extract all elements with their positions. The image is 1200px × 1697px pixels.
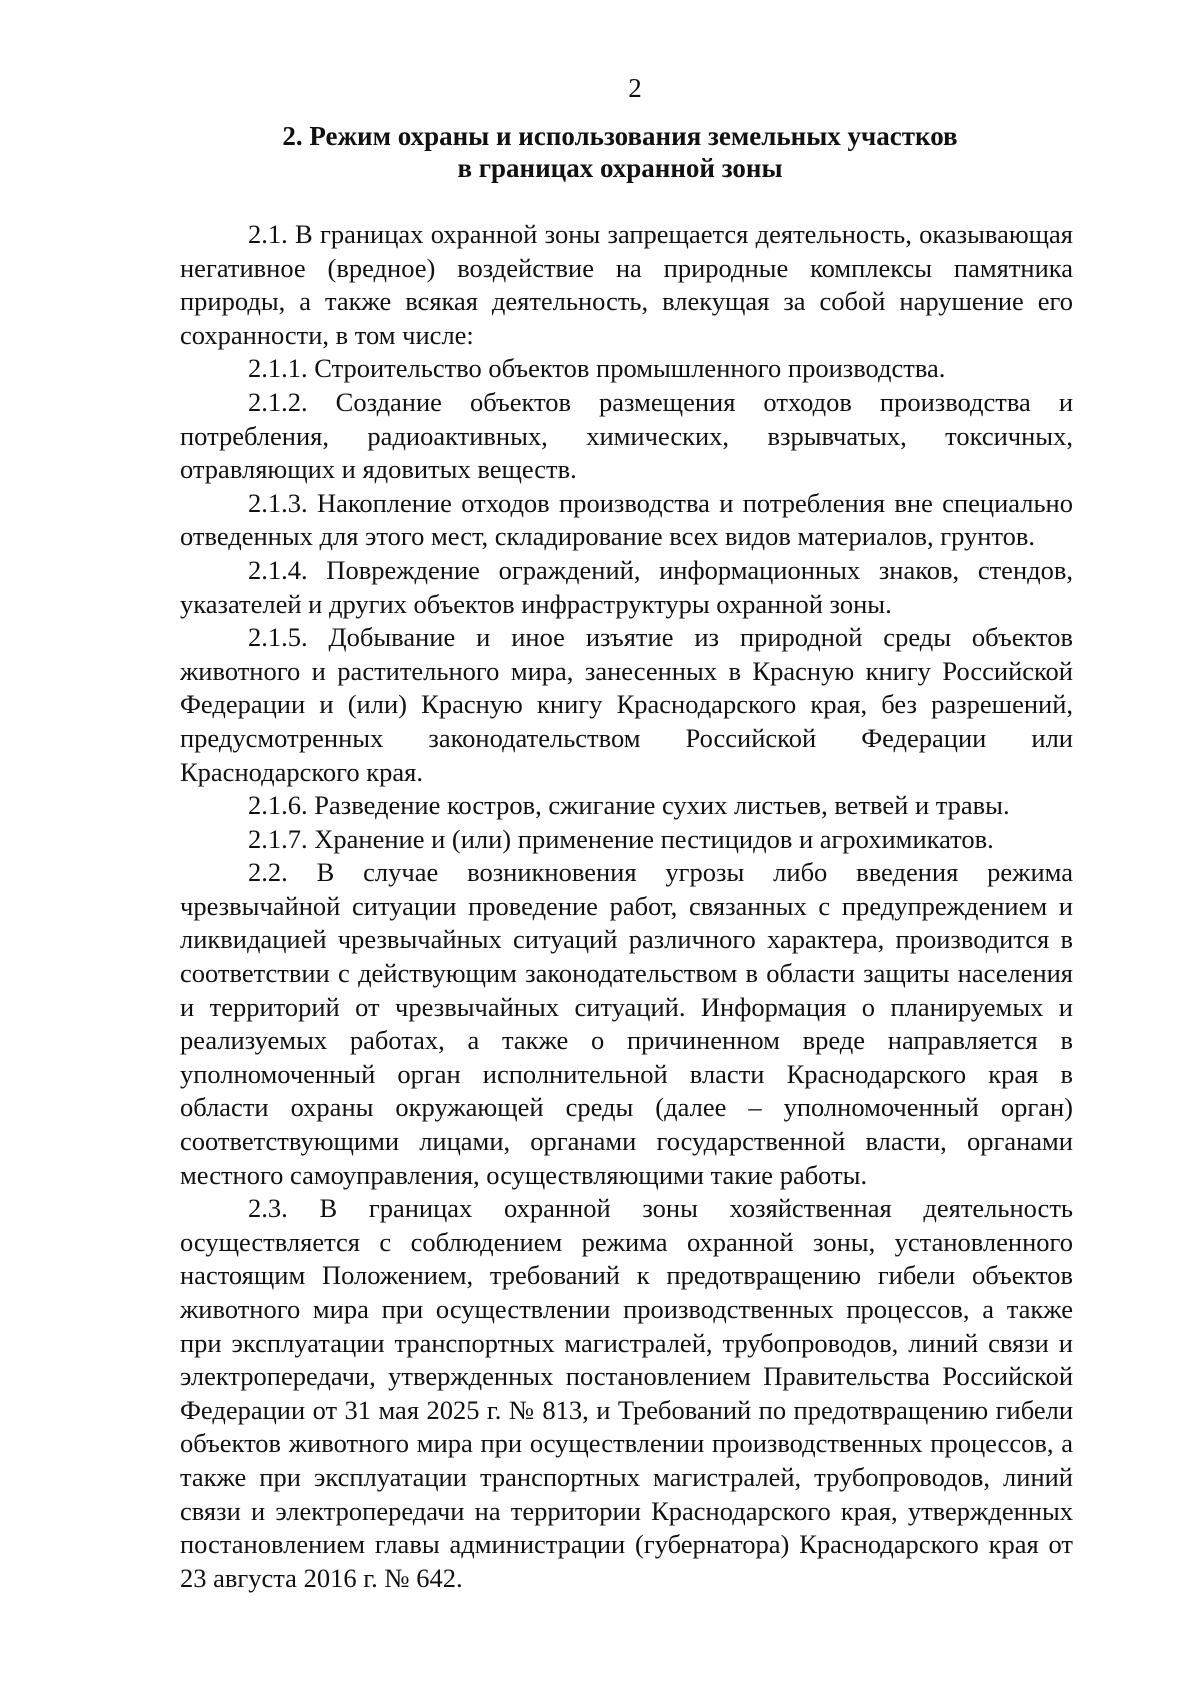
paragraph-2-1-7: 2.1.7. Хранение и (или) применение пестицидов и агрохимикатов. xyxy=(248,823,994,854)
paragraph-2-1-2: 2.1.2. Создание объектов размещения отходов производства и потребления, радиоактивных, химических, взрывчатых, токсичных, отравляющих и ядовитых веществ. xyxy=(180,386,1073,485)
paragraph-2-1-5: 2.1.5. Добывание и иное изъятие из природной среды объектов животного и растительного мира, занесенных в Красную книгу Российской Федерации и (или) Красную книгу Краснодарского края, без разрешений, предусмотренных законодательством Российской Федерации или Краснодарского края. xyxy=(180,622,1073,787)
paragraph-2-1-6: 2.1.6. Разведение костров, сжигание сухих листьев, ветвей и травы. xyxy=(248,790,1010,821)
section-title xyxy=(170,120,1070,184)
paragraph-2-1: 2.1. В границах охранной зоны запрещается деятельность, оказывающая негативное (вредное) воздействие на природные комплексы памятника природы, а также всякая деятельность, влекущая за собой нарушение его сохранности, в том числе: xyxy=(180,219,1073,350)
paragraph-2-2: 2.2. В случае возникновения угрозы либо введения режима чрезвычайной ситуации проведение работ, связанных с предупреждением и ликвидацией чрезвычайных ситуаций различного характера, производится в соответствии с действующим законодательством в области защиты населения и территорий от чрезвычайных ситуаций. Информация о планируемых и реализуемых работах, а также о причиненном вреде направляется в уполномоченный орган исполнительной власти Краснодарского края в области охраны окружающей среды (далее – уполномоченный орган) соответствующими лицами, органами государственной власти, органами местного самоуправления, осуществляющими такие работы. xyxy=(180,857,1073,1190)
section-title-line-2: в границах охранной зоны xyxy=(457,153,783,183)
paragraph-2-1-4: 2.1.4. Повреждение ограждений, информационных знаков, стендов, указателей и других объектов инфраструктуры охранной зоны. xyxy=(180,554,1073,619)
document-body xyxy=(180,218,1073,1595)
paragraph-2-1-1: 2.1.1. Строительство объектов промышленного производства. xyxy=(248,353,946,384)
section-title-line-1: 2. Режим охраны и использования земельных участков xyxy=(282,121,958,151)
paragraph-2-3: 2.3. В границах охранной зоны хозяйственная деятельность осуществляется с соблюдением режима охранной зоны, установленного настоящим Положением, требований к предотвращению гибели объектов животного мира при осуществлении производственных процессов, а также при эксплуатации транспортных магистралей, трубопроводов, линий связи и электропередачи, утвержденных постановлением Правительства Российской Федерации от 31 мая 2025 г. № 813, и Требований по предотвращению гибели объектов животного мира при осуществлении производственных процессов, а также при эксплуатации транспортных магистралей, трубопроводов, линий связи и электропередачи на территории Краснодарского края, утвержденных постановлением главы администрации (губернатора) Краснодарского края от 23 августа 2016 г. № 642. xyxy=(180,1193,1073,1593)
paragraph-2-1-3: 2.1.3. Накопление отходов производства и потребления вне специально отведенных для этого мест, складирование всех видов материалов, грунтов. xyxy=(180,487,1073,552)
page-number: 2 xyxy=(628,73,642,103)
